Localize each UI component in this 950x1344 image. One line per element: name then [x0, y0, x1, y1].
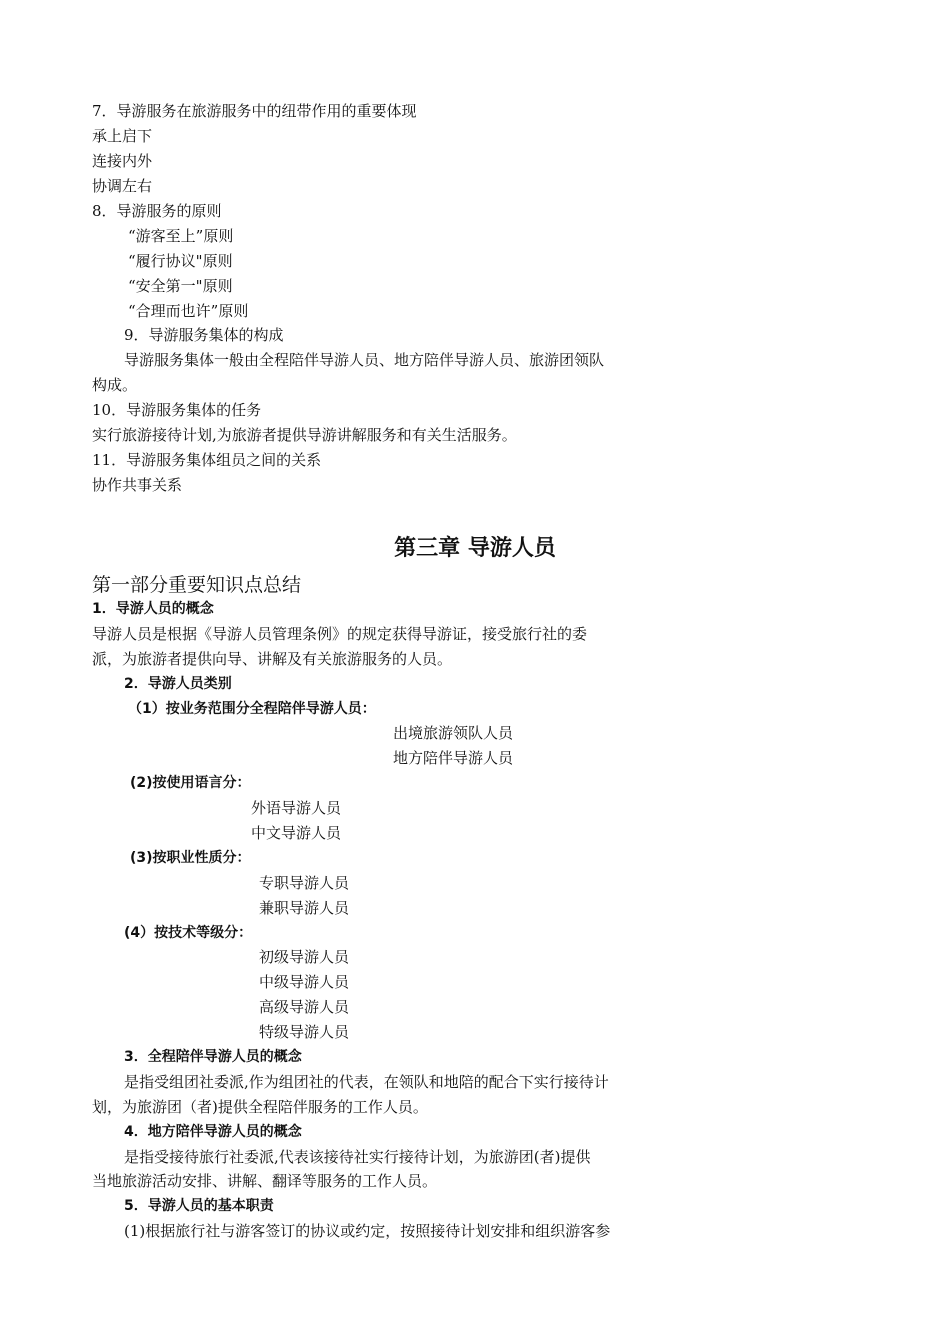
- text-line: 7．导游服务在旅游服务中的纽带作用的重要体现: [92, 102, 417, 120]
- text-line: 当地旅游活动安排、讲解、翻译等服务的工作人员。: [92, 1172, 438, 1190]
- text-line: 中级导游人员: [259, 973, 350, 991]
- text-line: “游客至上”原则: [128, 227, 234, 245]
- text-line: 初级导游人员: [259, 948, 350, 966]
- text-line: 11．导游服务集体组员之间的关系: [92, 451, 322, 469]
- text-line: 10．导游服务集体的任务: [92, 401, 262, 419]
- text-line: (1)根据旅行社与游客签订的协议或约定，按照接待计划安排和组织游客参: [124, 1222, 611, 1240]
- text-line: 协作共事关系: [92, 476, 183, 494]
- section-title: 第一部分重要知识点总结: [92, 574, 302, 596]
- sub-heading: (4）按技术等级分：: [124, 925, 253, 941]
- text-line: 承上启下: [92, 127, 153, 145]
- text-line: 实行旅游接待计划,为旅游者提供导游讲解服务和有关生活服务。: [92, 426, 517, 444]
- item-heading: 3．全程陪伴导游人员的概念: [124, 1049, 302, 1065]
- item-heading: 5．导游人员的基本职责: [124, 1198, 274, 1214]
- chapter-title: 第三章 导游人员: [394, 536, 556, 561]
- text-line: 派，为旅游者提供向导、讲解及有关旅游服务的人员。: [92, 650, 453, 668]
- text-line: 出境旅游领队人员: [393, 724, 514, 742]
- text-line: 中文导游人员: [251, 824, 342, 842]
- text-line: 划，为旅游团（者)提供全程陪伴服务的工作人员。: [92, 1098, 428, 1116]
- text-line: 8．导游服务的原则: [92, 202, 222, 220]
- text-line: 地方陪伴导游人员: [393, 749, 514, 767]
- text-line: 是指受组团社委派,作为组团社的代表，在领队和地陪的配合下实行接待计: [124, 1073, 609, 1091]
- text-line: “安全第一"原则: [128, 277, 233, 295]
- item-heading: 1．导游人员的概念: [92, 601, 214, 617]
- text-line: 9．导游服务集体的构成: [124, 326, 284, 344]
- text-line: “合理而也许”原则: [128, 302, 249, 320]
- text-line: 外语导游人员: [251, 799, 342, 817]
- text-line: 是指受接待旅行社委派,代表该接待社实行接待计划，为旅游团(者)提供: [124, 1148, 591, 1166]
- text-line: 连接内外: [92, 152, 153, 170]
- text-line: 高级导游人员: [259, 998, 350, 1016]
- text-line: 协调左右: [92, 177, 153, 195]
- sub-heading: （1）按业务范围分全程陪伴导游人员：: [128, 701, 376, 717]
- text-line: 导游服务集体一般由全程陪伴导游人员、地方陪伴导游人员、旅游团领队: [124, 351, 605, 369]
- text-line: 导游人员是根据《导游人员管理条例》的规定获得导游证，接受旅行社的委: [92, 625, 588, 643]
- sub-heading: (3)按职业性质分：: [130, 850, 251, 866]
- text-line: 特级导游人员: [259, 1023, 350, 1041]
- text-line: 专职导游人员: [259, 874, 350, 892]
- text-line: 构成。: [92, 376, 138, 394]
- item-heading: 4．地方陪伴导游人员的概念: [124, 1124, 302, 1140]
- item-heading: 2．导游人员类别: [124, 676, 232, 692]
- text-line: “履行协议"原则: [128, 252, 233, 270]
- text-line: 兼职导游人员: [259, 899, 350, 917]
- sub-heading: (2)按使用语言分：: [130, 775, 251, 791]
